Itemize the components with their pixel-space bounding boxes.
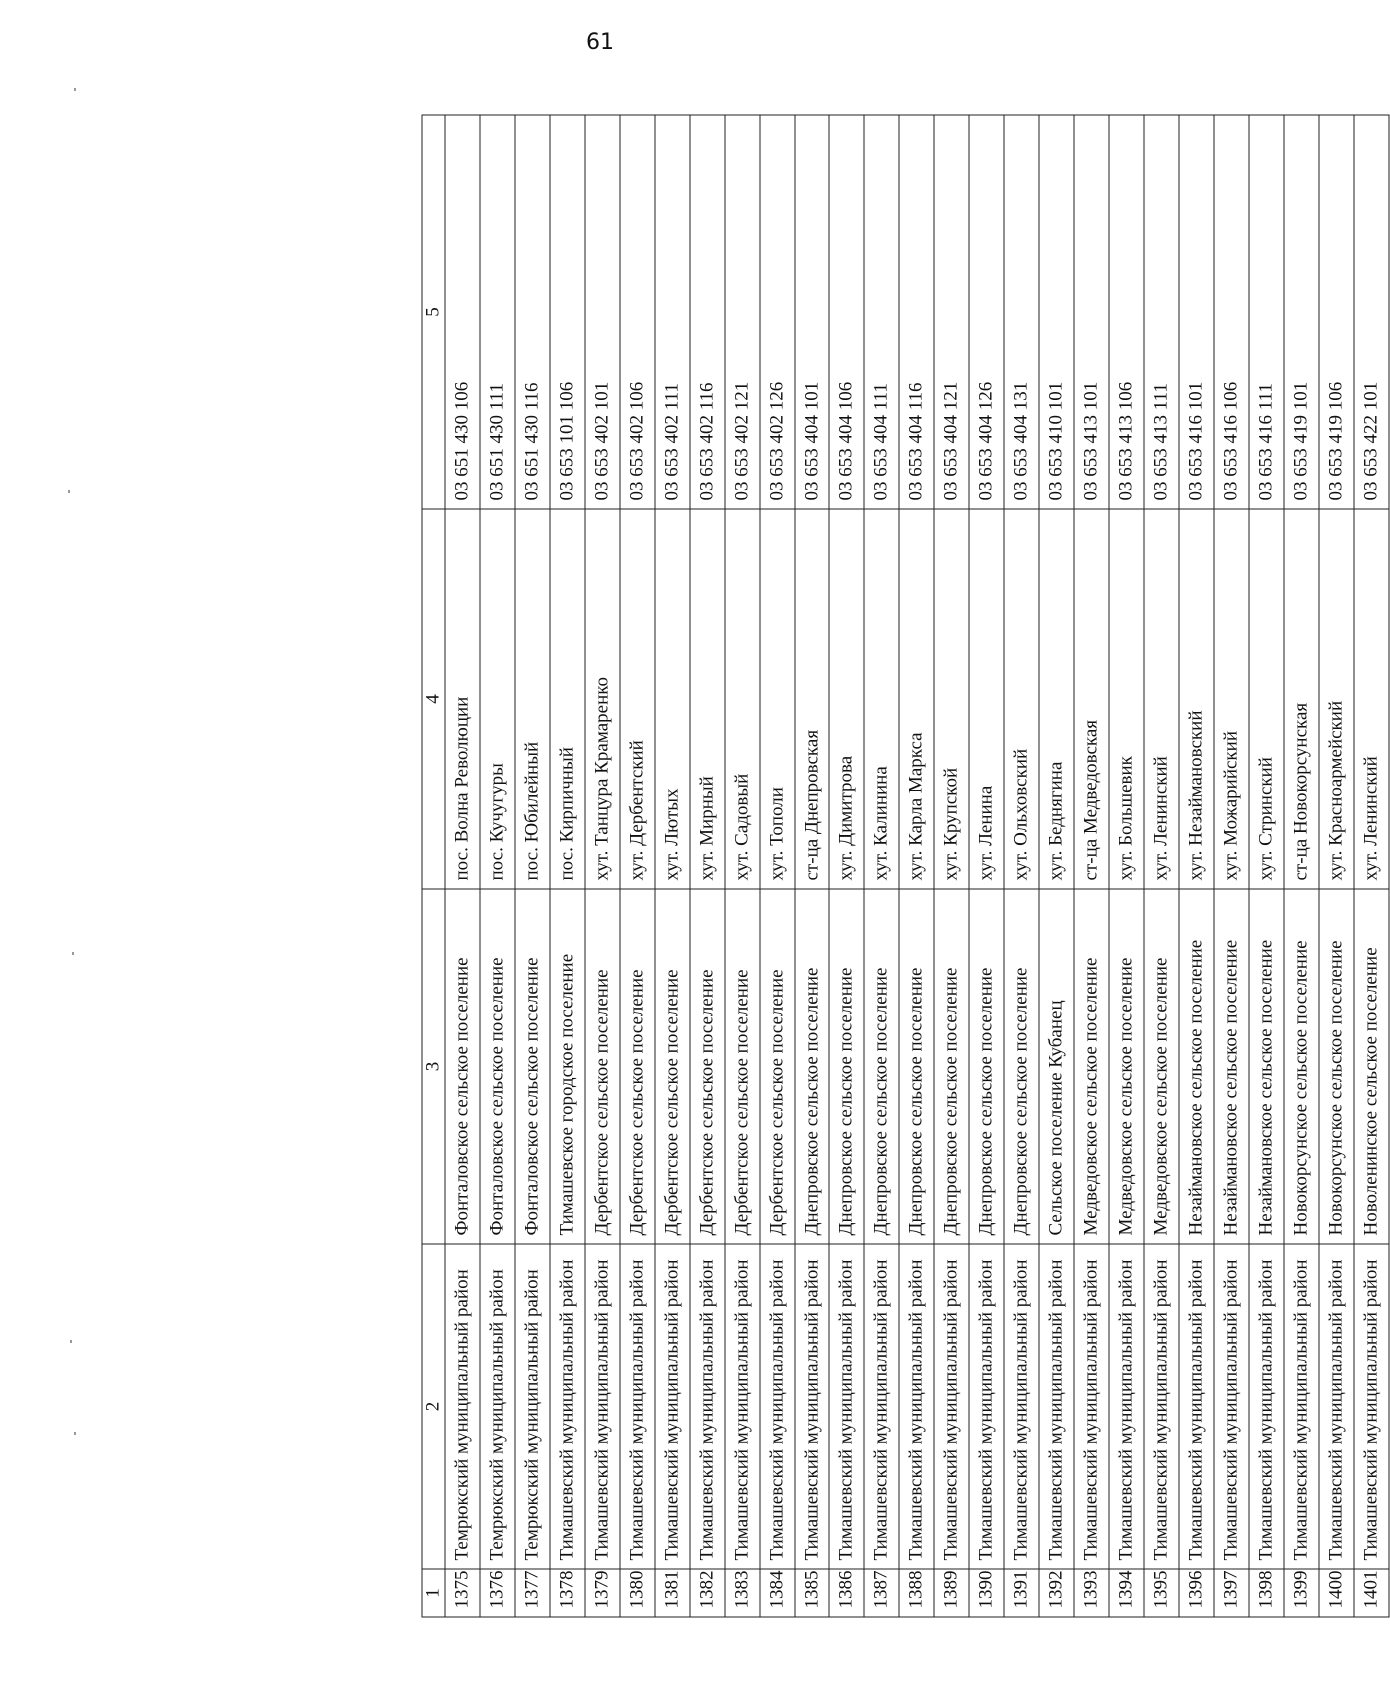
locality-name-cell: хут. Карла Маркса — [899, 509, 934, 889]
scan-speck — [74, 1432, 76, 1435]
locality-name-cell: хут. Танцура Крамаренко — [585, 509, 620, 889]
table-row — [515, 115, 550, 1617]
settlement-name-cell: Дербентское сельское поселение — [690, 889, 725, 1244]
district-name-cell: Тимашевский муниципальный район — [585, 1244, 620, 1569]
settlement-name-cell: Фонталовское сельское поселение — [515, 889, 550, 1244]
settlements-table — [422, 115, 1390, 1618]
row-number-cell: 1400 — [1319, 1569, 1354, 1617]
oktmo-code-cell: 03 653 402 116 — [690, 115, 725, 509]
table-row — [1039, 115, 1074, 1617]
row-number-cell: 1378 — [550, 1569, 585, 1617]
row-number-cell: 1377 — [515, 1569, 550, 1617]
settlement-name-cell: Тимашевское городское поселение — [550, 889, 585, 1244]
settlement-name-cell: Медведовское сельское поселение — [1144, 889, 1179, 1244]
table-row — [725, 115, 760, 1617]
district-name-cell: Тимашевский муниципальный район — [725, 1244, 760, 1569]
district-name-cell: Тимашевский муниципальный район — [899, 1244, 934, 1569]
oktmo-code-cell: 03 653 419 101 — [1284, 115, 1319, 509]
row-number-cell: 1379 — [585, 1569, 620, 1617]
table-row — [864, 115, 899, 1617]
locality-name-cell: хут. Садовый — [725, 509, 760, 889]
settlement-name-cell: Фонталовское сельское поселение — [445, 889, 480, 1244]
district-name-cell: Тимашевский муниципальный район — [1319, 1244, 1354, 1569]
district-name-cell: Тимашевский муниципальный район — [1284, 1244, 1319, 1569]
oktmo-code-cell: 03 653 410 101 — [1039, 115, 1074, 509]
row-number-cell: 1398 — [1249, 1569, 1284, 1617]
locality-name-cell: хут. Дербентский — [620, 509, 655, 889]
row-number-cell: 1399 — [1284, 1569, 1319, 1617]
settlement-name-cell: Медведовское сельское поселение — [1109, 889, 1144, 1244]
district-name-cell: Тимашевский муниципальный район — [829, 1244, 864, 1569]
district-name-cell: Тимашевский муниципальный район — [1004, 1244, 1039, 1569]
settlement-name-cell: Сельское поселение Кубанец — [1039, 889, 1074, 1244]
settlement-name-cell: Днепровское сельское поселение — [829, 889, 864, 1244]
settlement-name-cell: Медведовское сельское поселение — [1074, 889, 1109, 1244]
oktmo-code-cell: 03 653 101 106 — [550, 115, 585, 509]
oktmo-code-cell: 03 653 404 126 — [969, 115, 1004, 509]
settlement-name-cell: Незаймановское сельское поселение — [1214, 889, 1249, 1244]
locality-name-cell: хут. Большевик — [1109, 509, 1144, 889]
district-name-cell: Тимашевский муниципальный район — [864, 1244, 899, 1569]
table-row — [1214, 115, 1249, 1617]
row-number-cell: 1396 — [1179, 1569, 1214, 1617]
table-row — [445, 115, 480, 1617]
table-row — [1284, 115, 1319, 1617]
oktmo-code-cell: 03 651 430 106 — [445, 115, 480, 509]
oktmo-code-cell: 03 653 413 111 — [1144, 115, 1179, 509]
district-name-cell: Тимашевский муниципальный район — [795, 1244, 830, 1569]
column-header: 3 — [422, 889, 445, 1244]
table-row — [620, 115, 655, 1617]
settlement-name-cell: Незаймановское сельское поселение — [1179, 889, 1214, 1244]
settlement-name-cell: Днепровское сельское поселение — [864, 889, 899, 1244]
oktmo-code-cell: 03 651 430 116 — [515, 115, 550, 509]
district-name-cell: Тимашевский муниципальный район — [690, 1244, 725, 1569]
locality-name-cell: хут. Ленинский — [1354, 509, 1389, 889]
table-row — [829, 115, 864, 1617]
row-number-cell: 1382 — [690, 1569, 725, 1617]
oktmo-code-cell: 03 653 404 111 — [864, 115, 899, 509]
row-number-cell: 1389 — [934, 1569, 969, 1617]
row-number-cell: 1385 — [795, 1569, 830, 1617]
row-number-cell: 1395 — [1144, 1569, 1179, 1617]
page-number: 61 — [586, 30, 614, 55]
table-row — [550, 115, 585, 1617]
row-number-cell: 1393 — [1074, 1569, 1109, 1617]
table-row — [1109, 115, 1144, 1617]
locality-name-cell: хут. Мирный — [690, 509, 725, 889]
locality-name-cell: хут. Лютых — [655, 509, 690, 889]
table-row — [760, 115, 795, 1617]
locality-name-cell: хут. Ленина — [969, 509, 1004, 889]
table-row — [1249, 115, 1284, 1617]
table-row — [899, 115, 934, 1617]
locality-name-cell: пос. Юбилейный — [515, 509, 550, 889]
district-name-cell: Темрюкский муниципальный район — [480, 1244, 515, 1569]
row-number-cell: 1380 — [620, 1569, 655, 1617]
row-number-cell: 1383 — [725, 1569, 760, 1617]
oktmo-code-cell: 03 653 402 111 — [655, 115, 690, 509]
table-row — [795, 115, 830, 1617]
table-row — [1319, 115, 1354, 1617]
district-name-cell: Тимашевский муниципальный район — [1039, 1244, 1074, 1569]
oktmo-code-cell: 03 653 404 121 — [934, 115, 969, 509]
locality-name-cell: пос. Кучугуры — [480, 509, 515, 889]
locality-name-cell: хут. Беднягина — [1039, 509, 1074, 889]
table-row — [1179, 115, 1214, 1617]
table-row — [1144, 115, 1179, 1617]
locality-name-cell: хут. Красноармейский — [1319, 509, 1354, 889]
district-name-cell: Тимашевский муниципальный район — [1354, 1244, 1389, 1569]
table-row — [1074, 115, 1109, 1617]
row-number-cell: 1381 — [655, 1569, 690, 1617]
oktmo-code-cell: 03 653 404 131 — [1004, 115, 1039, 509]
column-header: 1 — [422, 1569, 445, 1617]
settlement-name-cell: Дербентское сельское поселение — [760, 889, 795, 1244]
table-row — [934, 115, 969, 1617]
district-name-cell: Тимашевский муниципальный район — [1214, 1244, 1249, 1569]
rotated-table-container — [422, 115, 1390, 1618]
oktmo-code-cell: 03 653 402 121 — [725, 115, 760, 509]
locality-name-cell: пос. Кирпичный — [550, 509, 585, 889]
settlement-name-cell: Новоленинское сельское поселение — [1354, 889, 1389, 1244]
column-header: 2 — [422, 1244, 445, 1569]
district-name-cell: Тимашевский муниципальный район — [934, 1244, 969, 1569]
oktmo-code-cell: 03 653 419 106 — [1319, 115, 1354, 509]
table-row — [969, 115, 1004, 1617]
row-number-cell: 1401 — [1354, 1569, 1389, 1617]
scan-speck — [72, 952, 74, 955]
oktmo-code-cell: 03 653 422 101 — [1354, 115, 1389, 509]
column-header: 5 — [422, 115, 445, 509]
row-number-cell: 1392 — [1039, 1569, 1074, 1617]
settlement-name-cell: Новокорсунское сельское поселение — [1319, 889, 1354, 1244]
district-name-cell: Тимашевский муниципальный район — [760, 1244, 795, 1569]
row-number-cell: 1387 — [864, 1569, 899, 1617]
row-number-cell: 1391 — [1004, 1569, 1039, 1617]
column-header: 4 — [422, 509, 445, 889]
settlement-name-cell: Дербентское сельское поселение — [620, 889, 655, 1244]
locality-name-cell: хут. Крупской — [934, 509, 969, 889]
district-name-cell: Тимашевский муниципальный район — [1109, 1244, 1144, 1569]
settlement-name-cell: Днепровское сельское поселение — [1004, 889, 1039, 1244]
district-name-cell: Тимашевский муниципальный район — [655, 1244, 690, 1569]
settlement-name-cell: Дербентское сельское поселение — [655, 889, 690, 1244]
table-header-row — [422, 115, 445, 1617]
row-number-cell: 1384 — [760, 1569, 795, 1617]
scan-speck — [70, 1340, 72, 1343]
row-number-cell: 1394 — [1109, 1569, 1144, 1617]
oktmo-code-cell: 03 653 416 101 — [1179, 115, 1214, 509]
table-row — [690, 115, 725, 1617]
district-name-cell: Тимашевский муниципальный район — [1249, 1244, 1284, 1569]
oktmo-code-cell: 03 651 430 111 — [480, 115, 515, 509]
settlement-name-cell: Дербентское сельское поселение — [585, 889, 620, 1244]
locality-name-cell: хут. Калинина — [864, 509, 899, 889]
district-name-cell: Тимашевский муниципальный район — [1179, 1244, 1214, 1569]
settlement-name-cell: Новокорсунское сельское поселение — [1284, 889, 1319, 1244]
settlement-name-cell: Днепровское сельское поселение — [795, 889, 830, 1244]
row-number-cell: 1388 — [899, 1569, 934, 1617]
oktmo-code-cell: 03 653 402 101 — [585, 115, 620, 509]
oktmo-code-cell: 03 653 413 101 — [1074, 115, 1109, 509]
settlement-name-cell: Днепровское сельское поселение — [899, 889, 934, 1244]
table-row — [585, 115, 620, 1617]
district-name-cell: Темрюкский муниципальный район — [445, 1244, 480, 1569]
locality-name-cell: ст-ца Новокорсунская — [1284, 509, 1319, 889]
row-number-cell: 1386 — [829, 1569, 864, 1617]
locality-name-cell: ст-ца Медведовская — [1074, 509, 1109, 889]
locality-name-cell: хут. Ленинский — [1144, 509, 1179, 889]
oktmo-code-cell: 03 653 416 111 — [1249, 115, 1284, 509]
locality-name-cell: ст-ца Днепровская — [795, 509, 830, 889]
oktmo-code-cell: 03 653 404 101 — [795, 115, 830, 509]
locality-name-cell: хут. Стринский — [1249, 509, 1284, 889]
settlement-name-cell: Фонталовское сельское поселение — [480, 889, 515, 1244]
row-number-cell: 1390 — [969, 1569, 1004, 1617]
table-row — [655, 115, 690, 1617]
table-body — [445, 115, 1389, 1617]
oktmo-code-cell: 03 653 404 116 — [899, 115, 934, 509]
oktmo-code-cell: 03 653 402 106 — [620, 115, 655, 509]
table-row — [1354, 115, 1389, 1617]
locality-name-cell: хут. Ольховский — [1004, 509, 1039, 889]
scan-speck — [68, 490, 70, 493]
row-number-cell: 1397 — [1214, 1569, 1249, 1617]
district-name-cell: Тимашевский муниципальный район — [620, 1244, 655, 1569]
scan-speck — [74, 88, 76, 91]
locality-name-cell: хут. Незаймановский — [1179, 509, 1214, 889]
oktmo-code-cell: 03 653 402 126 — [760, 115, 795, 509]
row-number-cell: 1376 — [480, 1569, 515, 1617]
locality-name-cell: хут. Можарийский — [1214, 509, 1249, 889]
locality-name-cell: хут. Димитрова — [829, 509, 864, 889]
settlement-name-cell: Дербентское сельское поселение — [725, 889, 760, 1244]
settlement-name-cell: Днепровское сельское поселение — [969, 889, 1004, 1244]
district-name-cell: Тимашевский муниципальный район — [1144, 1244, 1179, 1569]
row-number-cell: 1375 — [445, 1569, 480, 1617]
locality-name-cell: пос. Волна Революции — [445, 509, 480, 889]
oktmo-code-cell: 03 653 413 106 — [1109, 115, 1144, 509]
table-row — [1004, 115, 1039, 1617]
district-name-cell: Темрюкский муниципальный район — [515, 1244, 550, 1569]
oktmo-code-cell: 03 653 404 106 — [829, 115, 864, 509]
locality-name-cell: хут. Тополи — [760, 509, 795, 889]
district-name-cell: Тимашевский муниципальный район — [969, 1244, 1004, 1569]
table-row — [480, 115, 515, 1617]
district-name-cell: Тимашевский муниципальный район — [1074, 1244, 1109, 1569]
settlement-name-cell: Незаймановское сельское поселение — [1249, 889, 1284, 1244]
oktmo-code-cell: 03 653 416 106 — [1214, 115, 1249, 509]
district-name-cell: Тимашевский муниципальный район — [550, 1244, 585, 1569]
settlement-name-cell: Днепровское сельское поселение — [934, 889, 969, 1244]
